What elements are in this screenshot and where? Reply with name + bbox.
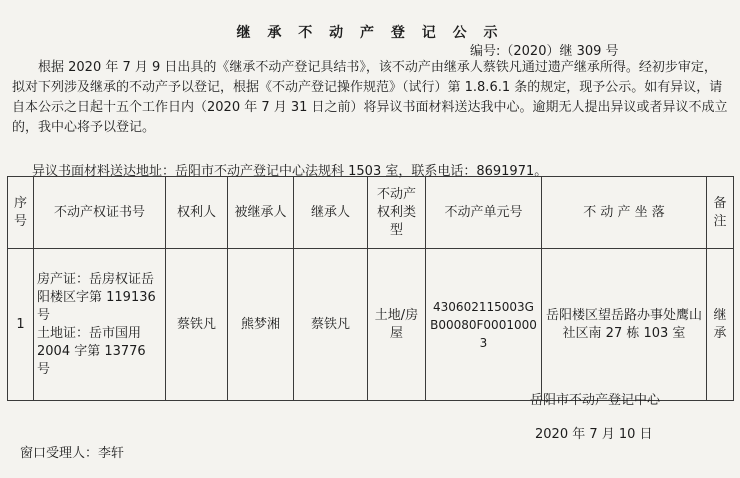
header-seq: 序号 [8, 177, 34, 249]
header-decedent: 被继承人 [228, 177, 294, 249]
cell-decedent: 熊梦湘 [228, 249, 294, 401]
header-location: 不 动 产 坐 落 [542, 177, 707, 249]
header-cert-no: 不动产权证书号 [34, 177, 166, 249]
issue-date: 2020 年 7 月 10 日 [535, 427, 653, 442]
table-row [8, 249, 734, 401]
table-header-row [8, 177, 734, 249]
header-right-holder: 权利人 [166, 177, 228, 249]
header-heir: 继承人 [294, 177, 368, 249]
cell-right-holder: 蔡铁凡 [166, 249, 228, 401]
property-table [7, 176, 734, 401]
header-unit-no: 不动产单元号 [426, 177, 542, 249]
window-clerk: 窗口受理人：李轩 [20, 446, 125, 461]
land-certificate: 土地证：岳市国用 2004 字第 13776 号 [37, 325, 146, 377]
cell-unit-no: 430602115003GB00080F00010003 [426, 249, 542, 401]
objection-address: 异议书面材料送达地址：岳阳市不动产登记中心法规科 1503 室，联系电话：8691971。 [32, 164, 548, 179]
issuer-name: 岳阳市不动产登记中心 [530, 393, 661, 408]
document-number: 编号:（2020）继 309 号 [470, 44, 619, 59]
house-certificate: 房产证：岳房权证岳阳楼区字第 119136 号 [37, 271, 156, 323]
cell-remark: 继承 [707, 249, 734, 401]
cell-seq: 1 [8, 249, 34, 401]
cell-right-type: 土地/房屋 [368, 249, 426, 401]
notice-body-paragraph: 根据 2020 年 7 月 9 日出具的《继承不动产登记具结书》，该不动产由继承人蔡铁凡通过遗产继承所得。经初步审定， 拟对下列涉及继承的不动产予以登记，根据《不动产登记操作规范》（试行）第 1.8.6.1 条的规定，现予公示。如有异议，请自本公示之日起十五个工作日内（2020 年 7 月 31 日之前）将异议书面材料送达我中心。逾期无人提出异议或者异议不成立的，我中心将予以登记。 [12, 60, 728, 135]
notice-title: 继 承 不 动 产 登 记 公 示 [236, 25, 504, 41]
cell-cert-no [34, 249, 166, 401]
cell-location: 岳阳楼区望岳路办事处鹰山社区南 27 栋 103 室 [542, 249, 707, 401]
header-right-type: 不动产权利类型 [368, 177, 426, 249]
header-remark: 备注 [707, 177, 734, 249]
cell-heir: 蔡铁凡 [294, 249, 368, 401]
